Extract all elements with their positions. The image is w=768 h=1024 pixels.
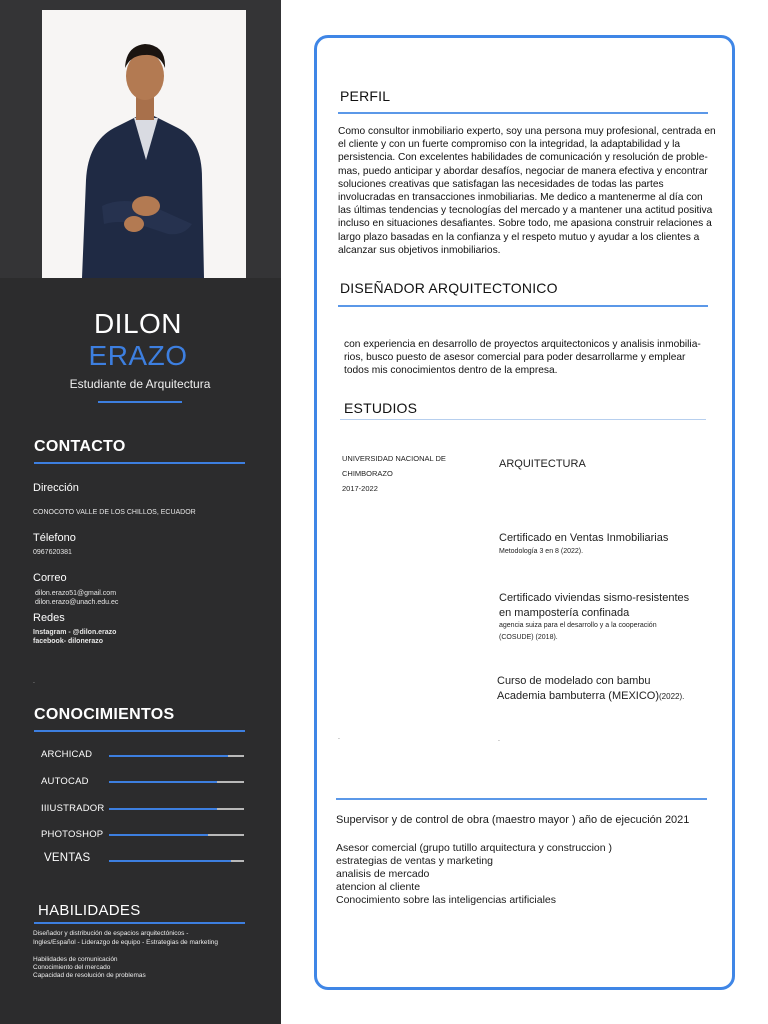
perfil-title: PERFIL [340,88,391,104]
abilities-line: Ingles/Español - Liderazgo de equipo - Estrategias de marketing [33,939,218,946]
abilities-divider [34,922,245,924]
skill-bar-fill [109,860,231,862]
cert2-sub-line1: agencia suiza para el desarrollo y a la cooperación [499,622,657,629]
degree: ARQUITECTURA [499,458,586,470]
stray-dot: . [33,678,35,685]
skill-bar-fill [109,808,217,810]
university-name-line2: CHIMBORAZO [342,469,393,478]
person-portrait-image [42,10,246,278]
designer-divider [338,305,708,307]
advisor-line: Conocimiento sobre las inteligencias artificiales [336,894,557,906]
social-facebook[interactable]: facebook- dilonerazo [33,638,104,645]
perfil-divider [338,112,708,114]
skill-bar-autocad [109,781,244,783]
designer-text: con experiencia en desarrollo de proyectos arquitectonicos y analisis inmobilia-rios, busco puesto de asesor comercial para poder desarrollarme y emplear todos mis conocimientos dentro de la empresa. [344,339,701,377]
advisor-line: estrategias de ventas y marketing [336,855,493,867]
perfil-text: Como consultor inmobiliario experto, soy una persona muy profesional, centrada en el cliente y con un fuerte compromiso con la integridad, la adaptabilidad y la persistencia. Con excelentes habilidades de comunicación y resolución de proble-mas, puedo anticipar y abordar desafíos, negociar de manera efectiva y encontrar soluciones creativas que satisfagan las necesidades de todas las partes involucradas en transacciones inmobiliarias. Me dedico a mantenerme al día con las últimas tendencias y tecnologías del mercado y a mantener una actitud positiva incluso en situaciones desafiantes. Sobre todo, me apasiona construir relaciones a largo plazo basadas en la confianza y el respeto mutuo y ayudar a los clientes a alcanzar sus objetivos inmobiliarios. [338,126,716,256]
email-label: Correo [33,572,67,584]
knowledge-divider [34,730,245,732]
last-name: ERAZO [88,340,188,371]
stray-dot: . [498,736,500,743]
advisor-line: Asesor comercial (grupo tutillo arquitectura y construccion ) [336,842,613,854]
course-academy [497,689,684,704]
cert2-title-line2: en mampostería confinada [499,607,630,619]
skill-bar-photoshop [109,834,244,836]
skill-label-photoshop: PHOTOSHOP [41,829,104,840]
skill-bar-illustrator [109,808,244,810]
skill-label-illustrator: IIIUSTRADOR [41,803,105,814]
experience-divider [336,798,707,800]
first-name: DILON [93,308,183,339]
cert1-sub: Metodología 3 en 8 (2022). [499,548,584,555]
skill-label-sales: VENTAS [44,852,91,864]
course-academy-name: Academia bambuterra (MEXICO) [497,690,659,702]
skill-bar-sales [109,860,244,862]
skill-bar-fill [109,834,208,836]
supervisor-experience: Supervisor y de control de obra (maestro mayor ) año de ejecución 2021 [336,814,690,826]
advisor-line: analisis de mercado [336,868,430,880]
university-years: 2017-2022 [342,484,378,493]
skill-bar-fill [109,781,217,783]
cert1-title: Certificado en Ventas Inmobiliarias [499,532,669,544]
skill-bar-fill [109,755,228,757]
skill-bar-archicad [109,755,244,757]
abilities-line: Habilidades de comunicación [33,956,118,963]
course-year: (2022). [659,692,685,701]
cert2-title-line1: Certificado viviendas sismo-resistentes [499,592,690,604]
abilities-line: Conocimiento del mercado [33,964,111,971]
cert2-sub-line2: (COSUDE) (2018). [499,634,558,641]
phone-label: Télefono [33,532,76,544]
skill-label-archicad: ARCHICAD [41,749,93,760]
course-title: Curso de modelado con bambu [497,675,651,687]
skill-label-autocad: AUTOCAD [41,776,89,787]
email-value-personal[interactable]: dilon.erazo51@gmail.com [35,590,117,597]
abilities-line: Capacidad de resolución de problemas [33,972,146,979]
email-value-institutional[interactable]: dilon.erazo@unach.edu.ec [35,599,119,606]
address-value: CONOCOTO VALLE DE LOS CHILLOS, ECUADOR [33,509,196,516]
studies-divider [340,419,706,420]
profile-photo [42,10,246,278]
sidebar [0,0,281,1024]
abilities-line: Diseñador y distribución de espacios arquitectónicos - [33,930,189,937]
social-label: Redes [33,612,65,624]
phone-value: 0967620381 [33,549,72,556]
contact-divider [34,462,245,464]
job-role: Estudiante de Arquitectura [69,377,211,391]
role-divider [98,401,182,403]
abilities-title: HABILIDADES [38,902,141,919]
contact-title: CONTACTO [34,438,126,455]
designer-title: DISEÑADOR ARQUITECTONICO [340,280,558,296]
university-name-line1: UNIVERSIDAD NACIONAL DE [342,454,446,463]
social-instagram[interactable]: Instagram - @dilon.erazo [33,629,117,636]
advisor-line: atencion al cliente [336,881,421,893]
knowledge-title: CONOCIMIENTOS [34,706,175,723]
studies-title: ESTUDIOS [344,400,418,416]
address-label: Dirección [33,482,79,494]
stray-dot: . [338,734,340,741]
